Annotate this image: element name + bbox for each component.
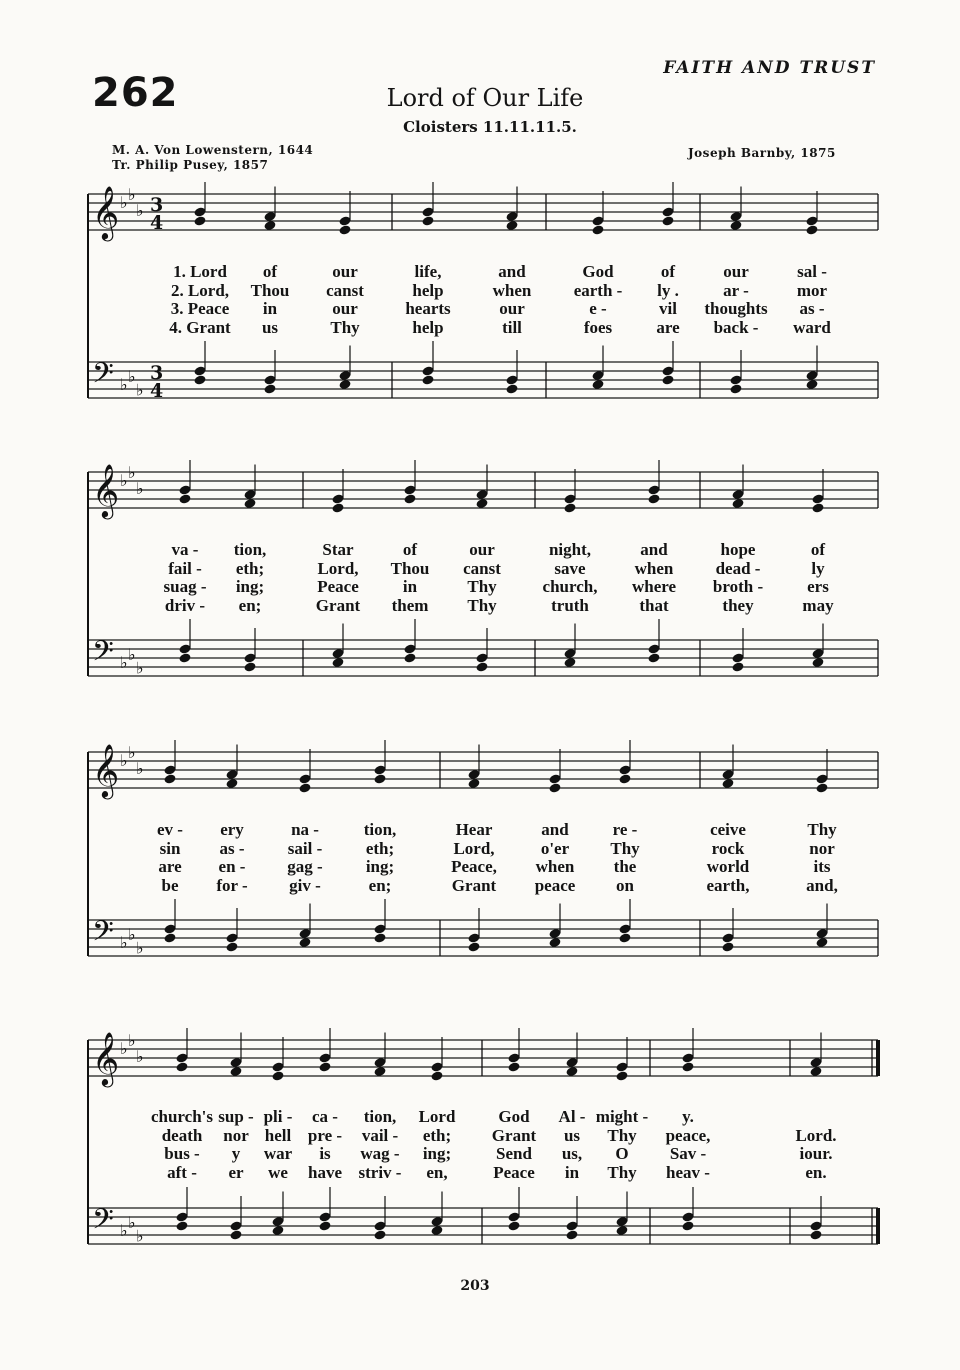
note-head (193, 215, 206, 226)
lyric-syllable: Send (496, 1144, 532, 1163)
lyric-syllable: hell (264, 1125, 292, 1145)
lyric-syllable: Al - (558, 1107, 586, 1126)
note-head (507, 1061, 520, 1072)
note-head (661, 374, 674, 385)
author-credit: M. A. Von Lowenstern, 1644 (112, 143, 314, 157)
note-head (421, 374, 434, 385)
lyric-syllable: our (723, 262, 749, 281)
flat-icon: ♭ (128, 1213, 136, 1232)
flat-icon: ♭ (120, 1221, 128, 1241)
lyric-syllable: and, (806, 875, 838, 895)
note-head (421, 215, 434, 226)
lyric-syllable: world (706, 857, 750, 876)
lyric-syllable: Thou (250, 280, 290, 300)
note-head (338, 224, 351, 235)
lyric-syllable: save (554, 558, 586, 578)
page-number: 203 (460, 1278, 490, 1294)
flat-icon: ♭ (136, 658, 144, 678)
lyric-syllable: ery (220, 820, 244, 839)
lyric-syllable: en. (805, 1162, 827, 1182)
lyric-syllable: o'er (540, 838, 570, 858)
final-barline (876, 1040, 880, 1076)
lyric-syllable: ward (793, 317, 831, 337)
flat-icon: ♭ (128, 184, 136, 204)
lyric-syllable: war (263, 1144, 293, 1163)
hymn-number: 262 (92, 70, 179, 116)
note-head (193, 374, 206, 385)
lyric-syllable: its (813, 857, 831, 876)
flat-icon: ♭ (120, 193, 128, 212)
lyric-line (0, 596, 960, 614)
lyric-syllable: er (228, 1162, 244, 1182)
lyric-syllable: ar - (723, 280, 749, 300)
flat-icon: ♭ (136, 938, 144, 958)
lyric-syllable: night, (548, 540, 592, 559)
note-head (661, 215, 674, 226)
lyric-syllable: our (499, 299, 525, 318)
lyric-syllable: ev - (157, 820, 183, 839)
lyric-syllable: gag - (287, 857, 323, 876)
flat-icon: ♭ (120, 751, 128, 770)
bass-clef-icon: 𝄢 (92, 357, 114, 397)
lyric-syllable: our (332, 299, 358, 318)
lyric-syllable: ly (811, 558, 825, 578)
note-head (591, 224, 604, 235)
lyric-syllable: back - (713, 317, 759, 337)
note-head (507, 1220, 520, 1231)
lyric-syllable: are (656, 317, 680, 337)
lyric-syllable: eth; (422, 1125, 452, 1145)
lyric-syllable: na - (291, 820, 319, 839)
lyric-syllable: suag - (163, 577, 207, 596)
lyric-syllable: en; (238, 595, 262, 615)
lyric-syllable: might - (595, 1107, 649, 1126)
note-head (178, 493, 191, 504)
lyric-line (0, 857, 960, 875)
flat-icon: ♭ (136, 759, 144, 779)
lyric-line (0, 281, 960, 299)
lyric-syllable: God (498, 1107, 530, 1126)
tune-name: Cloisters 11.11.11.5. (403, 118, 577, 136)
lyric-syllable: Thy (467, 577, 497, 596)
lyric-syllable: wag - (360, 1144, 400, 1163)
lyric-syllable: 1. Lord (173, 262, 227, 281)
lyric-syllable: canst (326, 280, 364, 300)
lyric-syllable: 2. Lord, (170, 280, 230, 300)
lyric-syllable: y. (682, 1107, 694, 1126)
lyric-syllable: driv - (164, 595, 206, 615)
lyric-line (0, 820, 960, 838)
flat-icon: ♭ (120, 933, 128, 953)
note-head (163, 773, 176, 784)
lyric-syllable: of (810, 540, 826, 559)
note-head (809, 1229, 822, 1240)
lyric-syllable: have (308, 1162, 342, 1182)
note-head (647, 493, 660, 504)
lyric-syllable: tion, (233, 540, 267, 559)
lyric-syllable: us, (561, 1144, 583, 1163)
flat-icon: ♭ (120, 1039, 128, 1058)
note-head (175, 1220, 188, 1231)
lyric-syllable: pre - (307, 1125, 343, 1145)
flat-icon: ♭ (136, 479, 144, 499)
lyric-syllable: we (268, 1162, 288, 1182)
note-head (729, 383, 742, 394)
lyric-syllable: Star (322, 540, 354, 559)
lyric-syllable: till (502, 317, 522, 337)
lyric-syllable: church, (542, 577, 598, 596)
treble-clef-icon: 𝄞 (92, 463, 120, 517)
lyric-syllable: Thou (390, 558, 430, 578)
note-head (263, 383, 276, 394)
note-head (373, 773, 386, 784)
lyric-syllable: Thy (607, 1162, 637, 1182)
note-head (618, 932, 631, 943)
lyric-syllable: vail - (361, 1125, 399, 1145)
flat-icon: ♭ (128, 742, 136, 762)
lyric-syllable: Peace (493, 1162, 535, 1182)
note-head (681, 1061, 694, 1072)
lyric-syllable: hearts (405, 299, 451, 318)
note-head (225, 941, 238, 952)
lyric-syllable: foes (583, 317, 613, 337)
note-head (815, 782, 828, 793)
note-head (430, 1070, 443, 1081)
time-signature-bottom: 4 (150, 212, 164, 234)
lyric-syllable: ing; (365, 857, 395, 876)
flat-icon: ♭ (120, 471, 128, 490)
note-head (811, 502, 824, 513)
treble-clef-icon: 𝄞 (92, 185, 120, 239)
lyric-syllable: help (412, 317, 444, 337)
lyric-syllable: Thy (807, 820, 837, 839)
lyric-syllable: and (498, 262, 526, 281)
flat-icon: ♭ (136, 1047, 144, 1067)
bass-clef-icon: 𝄢 (92, 915, 114, 955)
lyric-syllable: pli - (263, 1107, 293, 1126)
lyric-syllable: Lord, (317, 558, 359, 578)
lyric-syllable: are (158, 857, 182, 876)
hymn-title: Lord of Our Life (386, 84, 584, 112)
lyric-syllable: Lord, (453, 838, 495, 858)
lyric-syllable: Lord (418, 1107, 456, 1126)
lyric-syllable: 3. Peace (170, 299, 230, 318)
lyric-syllable: truth (551, 595, 589, 615)
flat-icon: ♭ (128, 645, 136, 664)
lyric-syllable: e - (589, 299, 607, 318)
lyric-line (0, 1107, 960, 1125)
flat-icon: ♭ (136, 380, 144, 400)
lyric-syllable: Lord. (795, 1125, 837, 1145)
lyric-syllable: canst (463, 558, 501, 578)
note-head (163, 932, 176, 943)
lyric-syllable: of (660, 262, 676, 281)
lyric-syllable: nor (809, 838, 835, 858)
flat-icon: ♭ (128, 367, 136, 386)
lyric-syllable: Grant (491, 1125, 537, 1145)
lyric-syllable: Thy (607, 1125, 637, 1145)
lyric-syllable: when (492, 280, 532, 300)
lyric-syllable: help (412, 280, 444, 300)
lyric-syllable: giv - (289, 875, 321, 895)
lyric-syllable: of (402, 540, 418, 559)
lyric-syllable: on (616, 875, 634, 895)
note-head (403, 652, 416, 663)
lyric-syllable: Grant (451, 875, 497, 895)
lyric-line (0, 299, 960, 317)
lyric-syllable: en - (218, 857, 246, 876)
composer-credit: Joseph Barnby, 1875 (688, 146, 836, 160)
lyric-syllable: peace (534, 875, 576, 895)
lyric-syllable: is (319, 1144, 331, 1163)
lyric-syllable: our (332, 262, 358, 281)
note-head (403, 493, 416, 504)
lyric-syllable: life, (414, 262, 442, 281)
lyric-syllable: va - (171, 540, 199, 559)
time-signature-top: 3 (150, 194, 164, 216)
note-head (467, 941, 480, 952)
note-head (615, 1070, 628, 1081)
flat-icon: ♭ (120, 375, 128, 395)
lyric-syllable: for - (216, 875, 248, 895)
lyric-syllable: Thy (610, 838, 640, 858)
lyric-syllable: Sav - (669, 1144, 707, 1163)
lyric-syllable: vil (659, 299, 677, 318)
lyric-line (0, 1144, 960, 1162)
lyric-syllable: Grant (315, 595, 361, 615)
final-barline (876, 1208, 880, 1244)
lyric-syllable: 4. Grant (169, 317, 231, 337)
lyric-line (0, 262, 960, 280)
lyric-syllable: en, (426, 1162, 448, 1182)
lyric-syllable: as - (799, 299, 825, 318)
lyric-syllable: ceive (710, 820, 746, 839)
note-head (805, 224, 818, 235)
lyric-syllable: Peace, (451, 857, 497, 876)
lyric-syllable: them (391, 595, 429, 615)
lyric-line (0, 559, 960, 577)
lyric-syllable: bus - (164, 1144, 200, 1163)
lyric-syllable: us (261, 317, 279, 337)
lyric-syllable: they (722, 595, 754, 615)
note-head (318, 1220, 331, 1231)
lyric-syllable: sail - (287, 838, 323, 858)
note-head (731, 661, 744, 672)
lyric-syllable: Thy (330, 317, 360, 337)
lyric-syllable: the (613, 857, 637, 876)
note-head (243, 661, 256, 672)
lyric-syllable: broth - (712, 577, 764, 596)
note-head (505, 383, 518, 394)
lyric-syllable: in (564, 1162, 580, 1182)
flat-icon: ♭ (120, 653, 128, 673)
lyric-syllable: ing; (235, 577, 265, 596)
lyric-syllable: re - (612, 820, 638, 839)
lyric-syllable: church's (150, 1107, 214, 1126)
bass-clef-icon: 𝄢 (92, 635, 114, 675)
note-head (475, 661, 488, 672)
note-head (373, 932, 386, 943)
lyric-syllable: as - (219, 838, 245, 858)
lyric-syllable: be (161, 875, 179, 895)
lyric-syllable: Peace (317, 577, 359, 596)
lyric-syllable: heav - (666, 1162, 710, 1182)
lyric-syllable: ing; (422, 1144, 452, 1163)
lyric-syllable: that (639, 595, 669, 615)
note-head (229, 1229, 242, 1240)
lyric-syllable: fail - (168, 558, 202, 578)
lyric-syllable: peace, (665, 1125, 711, 1145)
time-signature-bottom: 4 (150, 380, 164, 402)
lyric-syllable: where (631, 577, 677, 596)
lyric-syllable: earth - (573, 280, 623, 300)
lyric-syllable: when (634, 558, 674, 578)
lyric-syllable: iour. (799, 1144, 833, 1163)
note-head (681, 1220, 694, 1231)
treble-clef-icon: 𝄞 (92, 1031, 120, 1085)
lyric-syllable: when (535, 857, 575, 876)
lyric-syllable: earth, (706, 875, 750, 895)
note-head (298, 782, 311, 793)
flat-icon: ♭ (136, 201, 144, 221)
lyric-syllable: sal - (797, 262, 827, 281)
note-head (178, 652, 191, 663)
lyric-syllable: sin (159, 838, 181, 858)
lyric-line (0, 1126, 960, 1144)
lyric-syllable: aft - (167, 1162, 197, 1182)
lyric-syllable: nor (223, 1125, 249, 1145)
lyric-line (0, 318, 960, 336)
note-head (373, 1229, 386, 1240)
lyric-syllable: may (802, 595, 834, 615)
note-head (548, 782, 561, 793)
translator-credit: Tr. Philip Pusey, 1857 (112, 158, 269, 172)
lyric-syllable: ers (807, 577, 829, 596)
lyric-syllable: and (640, 540, 668, 559)
lyric-syllable: rock (711, 838, 745, 858)
section-heading: FAITH AND TRUST (663, 58, 876, 78)
lyric-syllable: tion, (363, 820, 397, 839)
lyric-syllable: our (469, 540, 495, 559)
lyric-syllable: striv - (358, 1162, 402, 1182)
lyric-syllable: mor (796, 280, 828, 300)
lyric-syllable: death (161, 1125, 203, 1145)
lyric-syllable: O (615, 1144, 629, 1163)
lyric-syllable: en; (368, 875, 392, 895)
lyric-syllable: in (402, 577, 418, 596)
lyric-syllable: ly . (657, 280, 679, 300)
time-signature-top: 3 (150, 362, 164, 384)
note-head (618, 773, 631, 784)
note-head (175, 1061, 188, 1072)
lyric-syllable: in (262, 299, 278, 318)
lyric-syllable: y (231, 1144, 241, 1163)
lyric-syllable: thoughts (704, 299, 768, 318)
lyric-syllable: and (541, 820, 569, 839)
note-head (721, 941, 734, 952)
note-head (331, 502, 344, 513)
treble-clef-icon: 𝄞 (92, 743, 120, 797)
flat-icon: ♭ (128, 462, 136, 482)
lyric-syllable: dead - (715, 558, 761, 578)
note-head (563, 502, 576, 513)
flat-icon: ♭ (128, 1030, 136, 1050)
note-head (318, 1061, 331, 1072)
lyric-line (0, 876, 960, 894)
lyric-syllable: hope (720, 540, 756, 559)
lyric-syllable: us (563, 1125, 581, 1145)
lyric-syllable: God (582, 262, 614, 281)
note-head (647, 652, 660, 663)
flat-icon: ♭ (128, 925, 136, 944)
lyric-syllable: Hear (455, 820, 493, 839)
lyric-line (0, 577, 960, 595)
note-head (565, 1229, 578, 1240)
lyric-syllable: of (262, 262, 278, 281)
lyric-syllable: eth; (235, 558, 265, 578)
lyric-syllable: sup - (218, 1107, 254, 1126)
note-head (271, 1070, 284, 1081)
lyric-syllable: ca - (312, 1107, 338, 1126)
lyric-syllable: Thy (467, 595, 497, 615)
lyric-syllable: eth; (365, 838, 395, 858)
lyric-line (0, 540, 960, 558)
flat-icon: ♭ (136, 1226, 144, 1246)
lyric-syllable: tion, (363, 1107, 397, 1126)
bass-clef-icon: 𝄢 (92, 1203, 114, 1243)
lyric-line (0, 839, 960, 857)
lyric-line (0, 1163, 960, 1181)
